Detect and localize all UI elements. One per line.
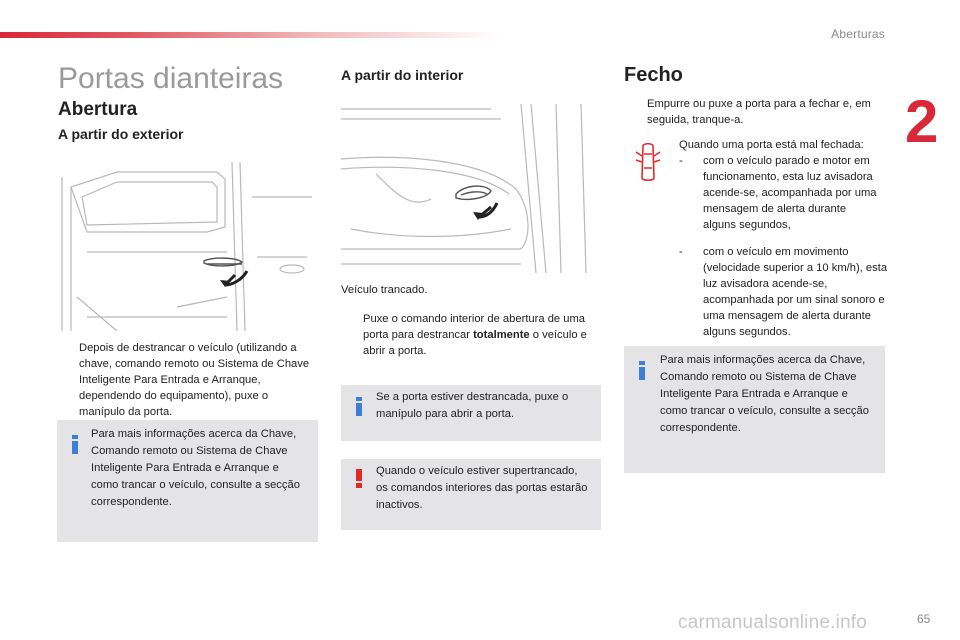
middle-bullet-text-pre: Puxe o comando interior de abertura de uma porta para destrancar bbox=[363, 313, 586, 341]
interior-door-illustration bbox=[341, 99, 601, 273]
info-icon bbox=[637, 361, 647, 379]
lamp-dash-item-1: com o veículo parado e motor em funcionamento, esta luz avisadora acende-se, acompanhada por uma mensagem de alerta durante alguns segundos, bbox=[703, 155, 877, 231]
heading-fecho: Fecho bbox=[624, 64, 683, 86]
middle-info-box bbox=[341, 385, 601, 441]
door-open-warning-icon bbox=[633, 140, 663, 184]
lamp-dash-item-2: com o veículo em movimento (velocidade superior a 10 km/h), esta luz avisadora acende-se, acompanhada por um sinal sonoro e uma mensagem de alerta durante alguns segundos. bbox=[703, 246, 888, 338]
left-bullet-text: Depois de destrancar o veículo (utilizando a chave, comando remoto ou Sistema de Chave Inteligente Para Entrada e Arranque, dependendo do equipamento), puxe o manípulo da porta. bbox=[79, 342, 310, 418]
left-info-text: Para mais informações acerca da Chave, Comando remoto ou Sistema de Chave Inteligente Para Entrada e Arranque e como trancar o veículo, consulte a secção correspondente. bbox=[91, 428, 300, 508]
middle-bullet-bold: totalmente bbox=[473, 329, 530, 341]
right-bullet-text: Empurre ou puxe a porta para a fechar e, em seguida, tranque-a. bbox=[647, 98, 871, 126]
page-number: 65 bbox=[917, 612, 931, 626]
interior-door-drawing bbox=[341, 99, 601, 273]
middle-warning-box bbox=[341, 459, 601, 530]
chapter-number: 2 bbox=[905, 88, 939, 155]
watermark: carmanualsonline.info bbox=[678, 612, 868, 633]
exterior-door-illustration bbox=[57, 157, 318, 331]
lamp-intro: Quando uma porta está mal fechada: bbox=[679, 139, 864, 151]
middle-info-text: Se a porta estiver destrancada, puxe o manípulo para abrir a porta. bbox=[376, 391, 569, 420]
subtitle-abertura: Abertura bbox=[58, 99, 138, 120]
header-accent-bar bbox=[0, 32, 500, 38]
info-icon bbox=[70, 435, 80, 453]
dash-marker: - bbox=[679, 155, 683, 167]
middle-bullet-text-post: o veículo e abrir a porta. bbox=[363, 329, 587, 357]
dash-marker: - bbox=[679, 246, 683, 258]
middle-caption: Veículo trancado. bbox=[341, 284, 428, 296]
middle-warning-text: Quando o veículo estiver supertrancado, os comandos interiores das portas estarão inactivos. bbox=[376, 465, 588, 511]
info-icon bbox=[354, 397, 364, 415]
heading-interior: A partir do interior bbox=[341, 67, 464, 83]
heading-exterior: A partir do exterior bbox=[58, 126, 184, 142]
middle-bullet-text bbox=[363, 311, 598, 359]
section-title: Aberturas bbox=[831, 27, 885, 41]
right-info-text: Para mais informações acerca da Chave, Comando remoto ou Sistema de Chave Inteligente Para Entrada e Arranque e como trancar o veículo, consulte a secção correspondente. bbox=[660, 354, 869, 434]
right-info-box bbox=[624, 346, 885, 473]
exterior-door-drawing bbox=[57, 157, 318, 331]
left-info-box bbox=[57, 420, 318, 542]
page-title: Portas dianteiras bbox=[58, 62, 284, 95]
car-doors-open-icon bbox=[633, 140, 663, 184]
warning-icon bbox=[354, 469, 364, 487]
